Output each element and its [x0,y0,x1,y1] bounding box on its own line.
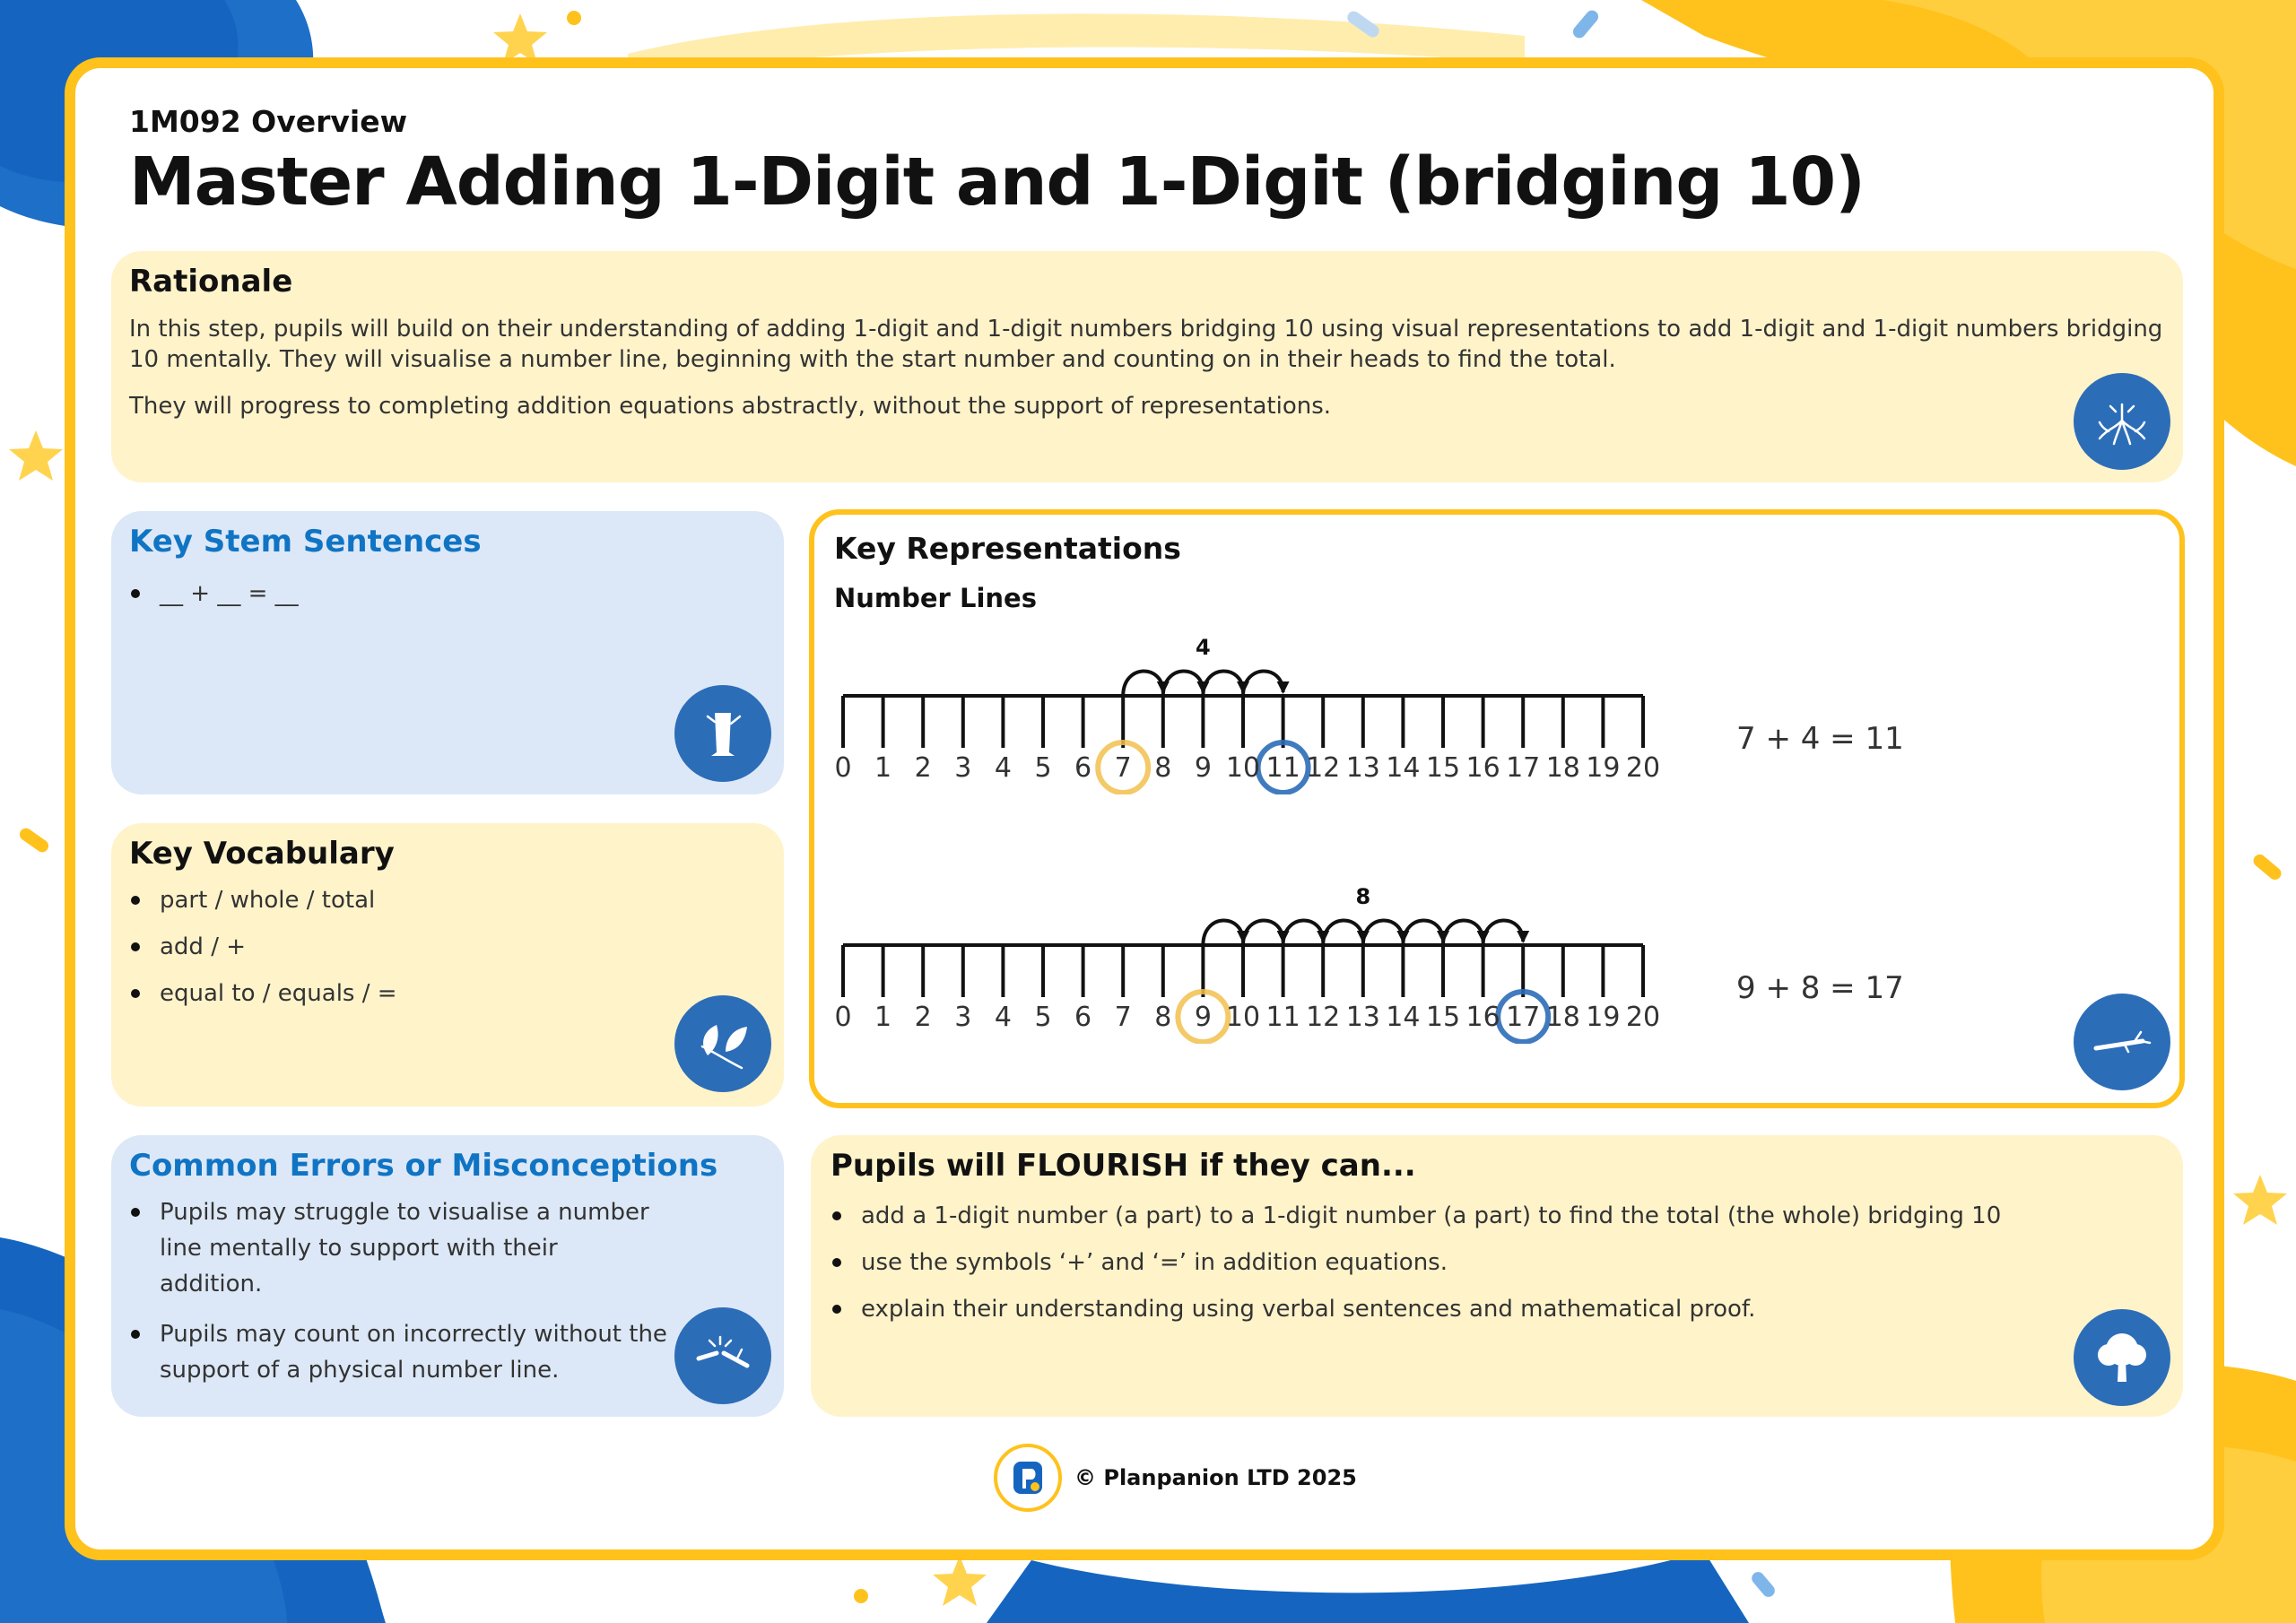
number-line-label: 5 [1034,1002,1052,1033]
number-line-label: 17 [1506,752,1541,784]
number-line-label: 18 [1545,1002,1580,1033]
jump-arc [1483,920,1524,945]
tree-icon [2074,1309,2170,1406]
jump-arc [1203,920,1243,945]
jump-arc [1443,920,1483,945]
number-line-label: 1 [874,752,892,784]
flourish-item: use the symbols ‘+’ and ‘=’ in addition equations. [831,1245,2068,1280]
number-line-label: 14 [1386,752,1421,784]
jump-arrowhead [1277,681,1290,694]
flourish-item: add a 1-digit number (a part) to a 1-digit number (a part) to find the total (the whole) bridging 10 [831,1198,2068,1234]
page-title: Master Adding 1-Digit and 1-Digit (bridging 10) [129,143,1865,221]
rationale-panel [111,251,2183,482]
number-line-label: 16 [1465,752,1500,784]
number-line-label: 16 [1465,1002,1500,1033]
roots-icon [2074,373,2170,470]
number-line-label: 14 [1386,1002,1421,1033]
number-line-label: 6 [1074,752,1092,784]
number-line-label: 19 [1586,752,1621,784]
jump-arc [1243,920,1283,945]
number-line-label: 15 [1425,752,1461,784]
misconception-item: Pupils may struggle to visualise a number line mentally to support with their addition. [129,1194,667,1302]
number-line-label: 20 [1625,752,1661,784]
number-line-label: 11 [1265,1002,1300,1033]
number-line-label: 15 [1425,1002,1461,1033]
number-line-label: 20 [1625,1002,1661,1033]
flourish-heading: Pupils will FLOURISH if they can... [831,1148,1416,1184]
number-line-label: 6 [1074,1002,1092,1033]
number-line-label: 8 [1154,752,1172,784]
number-line-label: 9 [1194,752,1212,784]
number-line-label: 2 [914,752,932,784]
number-lines-subheading: Number Lines [834,583,1037,613]
key-representations-panel [809,509,2185,1108]
number-line-label: 19 [1586,1002,1621,1033]
number-line-2 [814,846,1675,1044]
rationale-paragraph-1: In this step, pupils will build on their understanding of adding 1-digit and 1-digit numbers bridging 10 using visual representations to add 1-digit and 1-digit numbers bridging 10 mentally. They will visualise a number line, beginning with the start number and counting on in their heads to find the total. [129,316,2163,373]
vocabulary-item: part / whole / total [129,882,397,918]
number-line-label: 13 [1345,1002,1380,1033]
flourish-panel [811,1135,2183,1417]
key-representations-heading: Key Representations [834,531,1181,566]
stem-sentences-panel [111,511,784,794]
number-line-label: 17 [1506,1002,1541,1033]
vocabulary-panel [111,823,784,1107]
jump-count-label: 4 [1196,635,1211,660]
number-line-label: 13 [1345,752,1380,784]
number-line-label: 10 [1225,1002,1261,1033]
vocabulary-heading: Key Vocabulary [129,836,395,872]
jump-arc [1243,671,1283,696]
misconception-item: Pupils may count on incorrectly without the support of a physical number line. [129,1316,667,1388]
number-line-label: 5 [1034,752,1052,784]
branch-icon [2074,994,2170,1090]
vocabulary-item: equal to / equals / = [129,976,397,1011]
number-line-label: 12 [1306,752,1341,784]
number-line-label: 3 [954,752,972,784]
number-line-label: 18 [1545,752,1580,784]
number-line-label: 1 [874,1002,892,1033]
lesson-code: 1M092 Overview [129,104,408,139]
number-line-label: 7 [1114,1002,1132,1033]
stem-sentence-item: __ + __ = __ [129,576,299,612]
planpanion-logo-icon [994,1444,1062,1512]
jump-count-label: 8 [1355,884,1371,909]
number-line-label: 7 [1114,752,1132,784]
misconceptions-panel [111,1135,784,1417]
number-line-label: 0 [834,1002,852,1033]
number-line-label: 4 [994,1002,1012,1033]
vocabulary-item: add / + [129,929,397,965]
jump-arc [1323,920,1363,945]
number-line-label: 11 [1265,752,1300,784]
number-line-label: 2 [914,1002,932,1033]
number-line-label: 12 [1306,1002,1341,1033]
jump-arc [1123,671,1163,696]
number-line-label: 4 [994,752,1012,784]
rationale-paragraph-2: They will progress to completing addition equations abstractly, without the support of representations. [129,393,1332,420]
equation-2: 9 + 8 = 17 [1736,970,1904,1006]
equation-1: 7 + 4 = 11 [1736,721,1904,757]
number-line-label: 9 [1194,1002,1212,1033]
copyright-text: © Planpanion LTD 2025 [1074,1465,1357,1490]
jump-arc [1163,671,1204,696]
flourish-item: explain their understanding using verbal sentences and mathematical proof. [831,1291,2068,1327]
number-line-label: 0 [834,752,852,784]
jump-arrowhead [1517,931,1529,943]
footer [994,1444,1357,1512]
jump-arc [1363,920,1404,945]
stem-sentences-heading: Key Stem Sentences [129,524,482,560]
tree-trunk-icon [674,685,771,782]
misconceptions-heading: Common Errors or Misconceptions [129,1148,718,1184]
leaves-icon [674,995,771,1092]
number-line-1 [814,597,1675,794]
jump-arc [1203,671,1243,696]
number-line-label: 8 [1154,1002,1172,1033]
jump-arc [1283,920,1324,945]
jump-arc [1403,920,1443,945]
number-line-label: 10 [1225,752,1261,784]
rationale-heading: Rationale [129,264,293,299]
number-line-label: 3 [954,1002,972,1033]
broken-branch-icon [674,1307,771,1404]
